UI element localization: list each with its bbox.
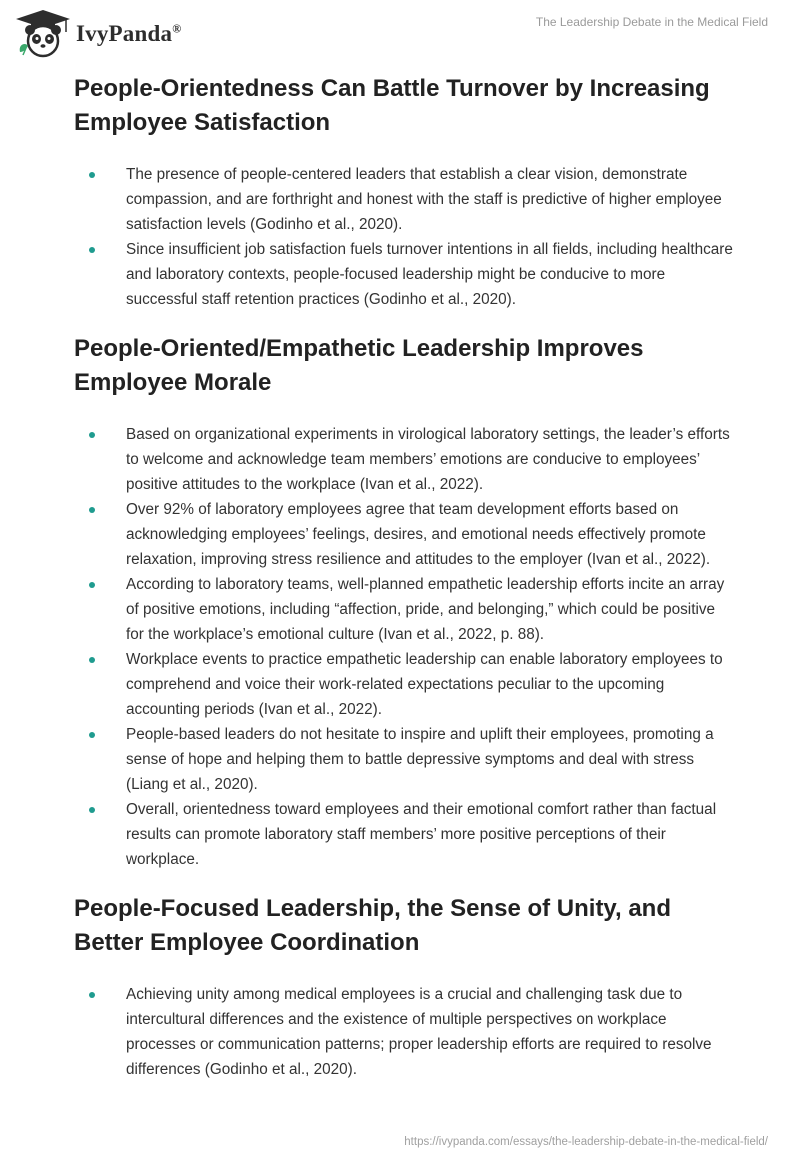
list-item: Overall, orientedness toward employees and their emotional comfort rather than factual results can promote laboratory staff members’ more positive perceptions of their workplace. — [74, 797, 734, 872]
section-heading: People-Orientedness Can Battle Turnover by Increasing Employee Satisfaction — [74, 75, 710, 136]
document-title: The Leadership Debate in the Medical Field — [535, 15, 768, 29]
source-url-link[interactable]: https://ivypanda.com/essays/the-leadership-debate-in-the-medical-field/ — [404, 1136, 768, 1148]
list-item: People-based leaders do not hesitate to inspire and uplift their employees, promoting a sense of hope and helping them to battle depressive symptoms and deal with stress (Liang et al., 2020). — [74, 722, 734, 797]
list-item: Workplace events to practice empathetic leadership can enable laboratory employees to comprehend and voice their work-related expectations peculiar to the upcoming accounting periods (Ivan et al., 2022). — [74, 647, 734, 722]
section-heading: People-Focused Leadership, the Sense of Unity, and Better Employee Coordination — [74, 895, 671, 956]
list-item: Over 92% of laboratory employees agree that team development efforts based on acknowledging employees’ feelings, desires, and emotional needs effectively promote relaxation, improving stress resilience and attitudes to the employer (Ivan et al., 2022). — [74, 497, 734, 572]
list-item: Since insufficient job satisfaction fuels turnover intentions in all fields, including healthcare and laboratory contexts, people-focused leadership might be conducive to more successful staff retention practices (Godinho et al., 2020). — [74, 237, 734, 312]
section-satisfaction — [74, 72, 734, 312]
list-item: Based on organizational experiments in virological laboratory settings, the leader’s efforts to welcome and acknowledge team members’ emotions are conducive to employees’ positive attitudes to the workplace (Ivan et al., 2022). — [74, 422, 734, 497]
list-item: The presence of people-centered leaders that establish a clear vision, demonstrate compassion, and are forthright and honest with the staff is predictive of higher employee satisfaction levels (Godinho et al., 2020). — [74, 162, 734, 237]
document-body — [74, 72, 734, 1102]
bullet-list — [74, 422, 734, 872]
bullet-list — [74, 982, 734, 1082]
section-unity — [74, 892, 734, 1082]
ivypanda-logo[interactable] — [14, 8, 181, 60]
page-header — [0, 0, 800, 70]
brand-name: IvyPanda® — [76, 21, 182, 46]
list-item: According to laboratory teams, well-planned empathetic leadership efforts incite an array of positive emotions, including “affection, pride, and belonging,” which could be positive for the workplace’s emotional culture (Ivan et al., 2022, p. 88). — [74, 572, 734, 647]
section-heading: People-Oriented/Empathetic Leadership Improves Employee Morale — [74, 335, 644, 396]
list-item: Achieving unity among medical employees is a crucial and challenging task due to intercultural differences and the existence of multiple perspectives on workplace processes or communication patterns; proper leadership efforts are required to resolve differences (Godinho et al., 2020). — [74, 982, 734, 1082]
panda-graduate-icon — [14, 8, 72, 60]
bullet-list — [74, 162, 734, 312]
section-morale — [74, 332, 734, 872]
